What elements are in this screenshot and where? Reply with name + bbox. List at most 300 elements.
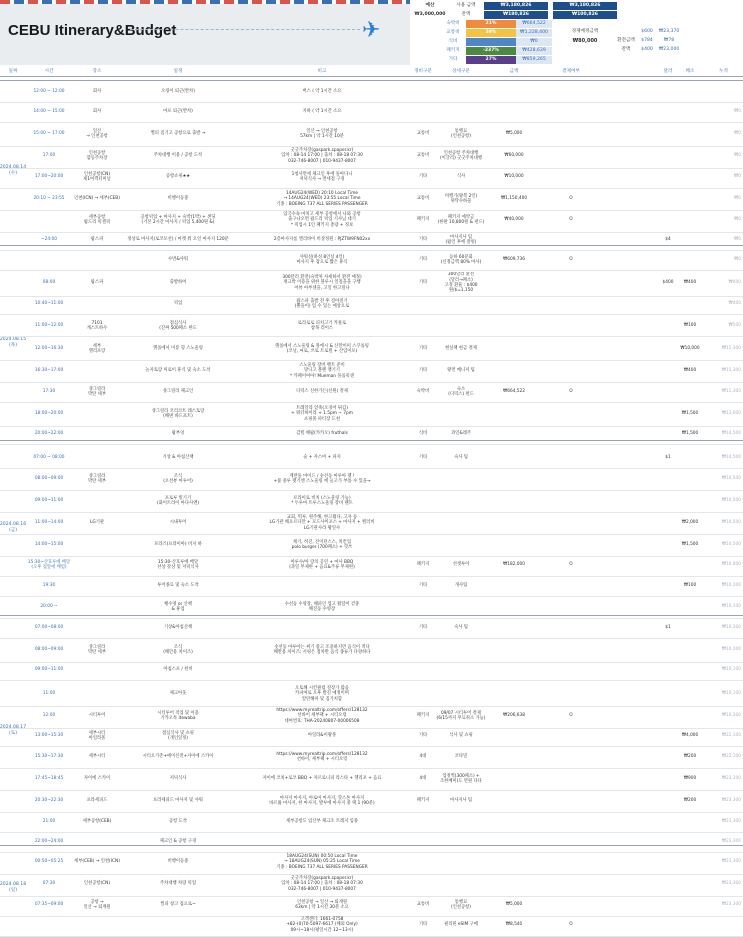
note-cell: 감빌 해팝(카카오) fruthals xyxy=(296,431,348,437)
cumulative-cell: ₩10,100 xyxy=(721,647,741,653)
detail-cell: 코타밀 xyxy=(454,754,468,760)
amount-cell: ₩609,736 xyxy=(502,257,526,263)
budget-category-amount: ₩0 xyxy=(516,38,552,46)
cumulative-cell: ₩14,500 xyxy=(721,498,741,504)
paid-cell: O xyxy=(569,389,573,395)
place-cell: 세부시티 xyxy=(88,754,106,760)
budget-value: ₩3,000,000 xyxy=(414,12,446,18)
time-cell: 12:00~16:30 xyxy=(34,346,64,352)
amount-cell: ₩10,000 xyxy=(504,174,524,180)
row-divider xyxy=(0,680,743,681)
place-cell: 샹그릴라 막탄 세부 xyxy=(88,473,106,484)
detail-cell: 필리핀 eSIM 구매 xyxy=(444,922,478,928)
peso-cell: ₩1,500 xyxy=(681,542,699,548)
row-divider xyxy=(0,102,743,103)
table-row xyxy=(0,252,743,268)
note-cell: 일산 → 인천공항 57km | 약 1시간 10분 xyxy=(300,128,344,139)
time-cell: 21:00 xyxy=(42,819,56,825)
plan-cell: 체크인 & 공항 구경 xyxy=(159,839,197,845)
used-value: ₩3,180,826 xyxy=(484,2,548,10)
category-cell: 교통비 xyxy=(416,131,430,137)
plan-cell: 포로루 빌기기 (화이트라이 마다사엔) xyxy=(156,495,200,506)
row-divider xyxy=(0,534,743,535)
cumulative-cell: ₩11,300 xyxy=(721,389,741,395)
place-cell: 일산 → 인천공항 xyxy=(86,128,108,139)
date-label: 2024.08.14 (수) xyxy=(0,164,27,176)
total-used-value: ₩3,180,826 xyxy=(553,2,617,10)
dollar-cell: $400 xyxy=(662,280,674,286)
column-header: 경비구분 xyxy=(414,69,432,74)
time-cell: 07:35~09:00 xyxy=(34,902,64,908)
cumulative-cell: ₩11,300 xyxy=(721,368,741,374)
plan-cell: 비행이동중 xyxy=(167,859,189,865)
budget-category-name: 식비 xyxy=(448,39,458,45)
row-divider xyxy=(0,812,743,813)
plan-cell: 주차대행 이용 / 공항 도착 xyxy=(153,153,203,159)
cumulative-cell: ₩10,100 xyxy=(721,691,741,697)
date-label: 2024.08.17 (토) xyxy=(0,724,27,736)
table-row xyxy=(0,852,743,872)
budget-category-name: 기타 xyxy=(448,57,458,63)
note-cell: 굿굿주차장(gaspark.spaper.kr) 입차 : 08-14 17:00 | 출차 : 08-18 07:30 032-746-8007 | 010-9437-8007 xyxy=(281,148,363,164)
fx-dollar: $784 xyxy=(641,38,653,44)
place-cell: 시티투어 xyxy=(88,713,106,719)
budget-label: 예산 xyxy=(425,3,435,9)
note-cell: 로라로로 피치고기 카폴로 참목 러이스 xyxy=(297,320,347,331)
plan-cell: 픽업 xyxy=(173,301,183,307)
place-cell: 공항 → 일산 → 퇴계원 xyxy=(83,899,111,910)
time-cell: 09:00~11:00 xyxy=(34,498,64,504)
row-divider xyxy=(0,746,743,747)
table-row xyxy=(0,536,743,554)
detail-cell: 통행료 (인천공항) xyxy=(451,899,471,910)
settle-value: ₩80,000 xyxy=(572,38,598,45)
cumulative-cell: ₩10,100 xyxy=(721,667,741,673)
cumulative-cell: ₩0 xyxy=(734,153,741,159)
row-divider xyxy=(0,468,743,469)
plan-cell: 공항 도착 xyxy=(169,819,187,825)
column-header: 금액 xyxy=(509,69,519,74)
cumulative-cell: ₩22,100 xyxy=(721,754,741,760)
cumulative-cell: ₩0 xyxy=(734,174,741,180)
row-divider xyxy=(0,360,743,361)
category-cell: 패키지 xyxy=(416,217,430,223)
time-cell: 20:00 ~ xyxy=(40,604,58,610)
place-cell: 팝스파 xyxy=(90,280,104,286)
table-row xyxy=(0,874,743,894)
table-row xyxy=(0,362,743,380)
table-row xyxy=(0,598,743,616)
cumulative-cell: ₩400 xyxy=(728,301,741,307)
column-header: 페소 xyxy=(685,69,695,74)
note-cell: 세부공항도 입산부 체크조 트레지 임종 xyxy=(286,819,358,825)
row-divider xyxy=(0,382,743,383)
plan-cell: 시티투어 직업 및 이용 기카오톡 itewaba xyxy=(157,710,199,721)
column-header: 누적 xyxy=(719,69,728,74)
plan-cell: 시내투어 xyxy=(169,520,187,526)
total-remaining-value: ₩100,826 xyxy=(553,11,617,19)
detail-cell: 동하 60분회 (신정금액 80% 마사) xyxy=(440,254,482,265)
cumulative-cell: ₩10,100 xyxy=(721,625,741,631)
budget-category-name: 패키지 xyxy=(446,48,460,54)
plan-cell: 마포 퇴근(반차) xyxy=(163,109,193,115)
column-header: 상세구분 xyxy=(452,69,470,74)
place-cell: 프라세피드 xyxy=(86,798,108,804)
time-cell: 09:00~11:00 xyxy=(34,667,64,673)
plan-cell: 저녁식사 xyxy=(169,776,187,782)
place-cell: 샹그릴라 막탄 세부 xyxy=(88,644,106,655)
note-cell: 마사지 마사지, 아로마 마사지, 핫스톤 마사지 바르룹 마사지, 한 마사지, 발루에 마사지 중 택 1 (90분) xyxy=(269,795,375,806)
plan-cell: 찔피 창고 집으로~ xyxy=(160,902,196,908)
time-cell: 08:00~09:00 xyxy=(34,647,64,653)
table-row xyxy=(0,168,743,186)
time-cell: 20:00~22:00 xyxy=(34,431,64,437)
table-row xyxy=(0,104,743,120)
detail-cell: 식사 및 쇼핑 xyxy=(449,733,473,739)
date-label: 2024.08.16 (금) xyxy=(0,522,27,533)
note-cell: 인천공항 → 일산 → 퇴계원 63km | 약 1시간 30분 소요 xyxy=(295,899,349,910)
detail-cell: 마사지사 팁 xyxy=(449,798,473,804)
title-banner xyxy=(0,0,410,65)
paid-cell: O xyxy=(569,562,573,568)
amount-cell: ₩60,000 xyxy=(504,153,524,159)
dollar-cell: $1 xyxy=(665,455,671,461)
row-divider xyxy=(0,188,743,189)
category-cell: 패키지 xyxy=(416,798,430,804)
cumulative-cell: ₩500 xyxy=(728,323,741,329)
note-cell: 교회, 떡루, 원주해, 한고월다, 고자 등 LG기관 해요르다만 + 모드샤이포스 + 마사지 + 밸러비 LG기관사라 황연사 xyxy=(269,515,375,531)
table-row xyxy=(0,450,743,466)
detail-cell: 비행기(왕복 2인) 위탁수하물 xyxy=(444,193,478,204)
row-divider xyxy=(0,638,743,639)
category-cell: 교통비 xyxy=(416,153,430,159)
peso-cell: ₩400 xyxy=(683,280,697,286)
detail-cell: 300달러 환전 (달러→페소) 고정 환율 : $400원/$=1,150 xyxy=(444,272,478,294)
row-divider xyxy=(0,122,743,123)
budget-category-amount: ₩428,639 xyxy=(516,47,552,55)
note-cell: 14AUG24(WED) 20:10 Local Time → 14AUG24(WED) 23:55 Local Time 기종 : BOEING 737 ALL SERIES PASSENGER xyxy=(276,191,368,207)
time-cell: 18:00~20:00 xyxy=(34,411,64,417)
time-cell: 07:00 ~ 08:00 xyxy=(33,455,65,461)
peso-cell: ₩100 xyxy=(683,583,697,589)
cumulative-cell: ₩22,100 xyxy=(721,733,741,739)
peso-cell: ₩2,000 xyxy=(681,520,699,526)
plan-cell: 팝부엉 xyxy=(171,431,185,437)
category-cell: 패키지 xyxy=(416,562,430,568)
row-divider xyxy=(0,576,743,577)
note-cell: 고객센터: 1661-0758 +82-(0)70-5097-6617 (해외 Only) 09시~18시(평일시간 12~13시) xyxy=(286,917,358,933)
detail-cell: 숙소 (디럭스) 펀드 xyxy=(448,386,474,397)
plan-cell: 공항픽업 + 마사지 + 숙박(1박) + 센딩 (기본 2시간 마사지 / 픽업 5,400원 &) xyxy=(140,214,216,225)
place-cell: 인천(ICN) → 세부(CEB) xyxy=(74,196,120,202)
date-label: 2024.08.18 (일) xyxy=(0,881,27,893)
table-row xyxy=(0,296,743,312)
detail-cell: 왕먼 매니저 팁 xyxy=(447,368,475,374)
cumulative-cell: ₩0 xyxy=(734,237,741,243)
note-cell: 포라이로 비치 (스노울링 가능) * 두루마 트루스노울링 장비 렌트 xyxy=(291,495,353,506)
fx-won: ₩23,000 xyxy=(658,47,680,53)
row-divider xyxy=(0,314,743,315)
page-title: CEBU Itinerary&Budget xyxy=(8,22,177,39)
note-cell: 샤워실(하성 8인실 4인) 마사지 후 잠으로 짧은 휴식 xyxy=(296,254,348,265)
plan-cell: 쩔피 짐기고 공항으로 출발 → xyxy=(150,131,206,137)
category-cell: 기타 xyxy=(418,237,428,243)
row-divider xyxy=(0,336,743,337)
header-rule xyxy=(0,76,743,77)
detail-cell: 패키지 예약금 (한판 10,800원 & 펀드) xyxy=(437,214,485,225)
paid-cell: O xyxy=(569,713,573,719)
category-cell: 패키지 xyxy=(416,713,430,719)
note-cell: 헬롤에서 스노울링 & 볼에시 & 산만이미 스쿠롤링 (코닐, 씨로, 쓰로 트로빌 + 산입미포) xyxy=(275,343,369,354)
place-cell: 인천공항 합동주차장 xyxy=(86,150,108,161)
cumulative-cell: ₩10,100 xyxy=(721,583,741,589)
peso-cell: ₩100 xyxy=(683,323,697,329)
budget-category-amount: ₩859,265 xyxy=(516,56,552,64)
plan-cell: 샹그릴라 코리코트 레스토랑 (해변 바드프트) xyxy=(151,408,205,419)
amount-cell: ₩8,540 xyxy=(505,922,523,928)
row-divider xyxy=(0,444,743,445)
dollar-cell: $4 xyxy=(665,237,671,243)
table-row xyxy=(0,272,743,294)
paid-cell: O xyxy=(569,217,573,223)
plan-cell: 공항쇼핑★★ xyxy=(165,174,191,180)
table-row xyxy=(0,916,743,934)
detail-cell: 현실책 현금 결제 xyxy=(445,346,477,352)
detail-cell: 과일&레주 xyxy=(451,431,471,437)
place-cell: 세부시티 아일라몰 xyxy=(88,730,106,741)
cumulative-cell: ₩0 xyxy=(734,131,741,137)
budget-category-amount: ₩1,228,400 xyxy=(516,29,552,37)
place-cell: 샹그릴라 막탄 세부 xyxy=(88,386,106,397)
cumulative-cell: ₩14,500 xyxy=(721,476,741,482)
category-cell: 기타 xyxy=(418,280,428,286)
plan-cell: 기상&아침산책 xyxy=(163,625,193,631)
note-cell: 18AUG24(SUN) 00:50 Local Time → 18AUG24(SUN) 05:25 Local Time 기종 : BOEING 737 ALL SERIES PASSENGER xyxy=(276,854,368,870)
row-divider xyxy=(0,618,743,619)
amount-cell: ₩5,000 xyxy=(505,131,523,137)
plan-cell: 오링이 퇴근(반차) xyxy=(161,89,195,95)
note-cell: 스노울링 장비 렌트 준비 망니고 볼렌 챙기기 * 카페이여아! Mueman 플롤픽센 xyxy=(290,363,354,379)
note-cell: 300달러 환전(숙박처 사세하서 환전 예정) 재크박 이용을 위한 블루시 일질을을 구행 어뷰 아부센을, 고일 한고릴다 xyxy=(282,275,362,291)
table-row xyxy=(0,834,743,850)
table-row xyxy=(0,384,743,400)
budget-category-pct xyxy=(466,38,516,46)
table-row xyxy=(0,318,743,334)
plan-cell: 쌩수영 or 산책 & 휴업 xyxy=(164,601,192,612)
time-cell: 20:10 ~ 23:55 xyxy=(33,196,65,202)
category-cell: 기타 xyxy=(418,455,428,461)
cumulative-cell: ₩13,000 xyxy=(721,411,741,417)
fx-label-balance: 잔액 xyxy=(621,47,631,53)
time-cell: 07:30 xyxy=(42,881,56,887)
fx-label-exchanged: 환전금액 xyxy=(617,38,635,44)
budget-category-pct: -237% xyxy=(466,47,516,55)
table-row xyxy=(0,578,743,594)
fx-won: ₩78 xyxy=(663,38,675,44)
cumulative-cell: ₩14,500 xyxy=(721,542,741,548)
plan-cell: 주차대행 차량 픽업 xyxy=(160,881,196,887)
note-cell: https://www.myrealtrip.com/offers/128132 션바이, 세부팩 + 시티오렁 xyxy=(276,751,368,762)
paid-cell: O xyxy=(569,257,573,263)
table-row xyxy=(0,792,743,810)
category-cell: 기타 xyxy=(418,583,428,589)
column-header: 결제여부 xyxy=(562,69,580,74)
plan-cell: 비행이동중 xyxy=(167,196,189,202)
airplane-icon: ✈ xyxy=(362,18,381,43)
plan-cell: 샹그릴라 체크인 xyxy=(162,389,194,395)
detail-cell: 개사팁 xyxy=(454,583,468,589)
peso-cell: ₩400 xyxy=(683,368,697,374)
note-cell: https://www.myrealtrip.com/offers/128132 션바이 세부팩 + 시티오렁 대여번호: THA-20240807-00006508 xyxy=(276,708,368,724)
cumulative-cell: ₩0 xyxy=(734,196,741,202)
amount-cell: ₩664,522 xyxy=(502,389,526,395)
time-cell: 17:30 xyxy=(42,389,56,395)
cumulative-cell: ₩23,100 xyxy=(721,776,741,782)
table-row xyxy=(0,426,743,442)
place-cell: 인천공항(CN) xyxy=(83,881,111,887)
note-cell: 지하 ( 약 1시간 소요 xyxy=(302,109,342,115)
remaining-value: ₩180,826 xyxy=(484,11,548,19)
note-cell: 입국수속 마치고 세부 공항에서 나와 공항 출구나오면 팝드리 픽업 기사님 대기 * 픽업시 1인 패키지 총량 + 정보 xyxy=(283,212,361,228)
place-cell: 세부공항(CEB) xyxy=(82,819,112,825)
cumulative-cell: ₩0 xyxy=(734,109,741,115)
cumulative-cell: ₩23,300 xyxy=(721,798,741,804)
table-row xyxy=(0,146,743,166)
note-cell: 술 + 자스마 + 파지 xyxy=(303,455,341,461)
place-cell: 7101 게스트하우 xyxy=(86,320,108,331)
row-divider xyxy=(0,490,743,491)
time-cell: 14:00 ~ 15:00 xyxy=(33,109,65,115)
time-cell: 12:00 ~ 12:00 xyxy=(33,89,65,95)
peso-cell: ₩4,000 xyxy=(681,733,699,739)
row-divider xyxy=(0,790,743,791)
note-cell: 팝스파 출발 전 후 짐아질기 (뿔돌이) 엄 수 있는 예상으로 xyxy=(294,298,350,309)
column-header: 일정 xyxy=(173,69,183,74)
time-cell: 20:30~22:30 xyxy=(34,798,64,804)
time-cell: 11:00 xyxy=(42,691,56,697)
place-cell: 세부(CEB) → 인천(ICN) xyxy=(74,859,120,865)
place-cell: 인천공항(CN) 제1여객터미널 xyxy=(83,171,111,182)
detail-cell: 선셋투어 xyxy=(452,562,470,568)
budget-category-amount: ₩664,522 xyxy=(516,20,552,28)
table-row xyxy=(0,514,743,532)
fx-dollar: $600 xyxy=(641,29,653,35)
place-cell: 세부공항 팝드리 픽셀픽 xyxy=(83,214,111,225)
paid-cell: O xyxy=(569,922,573,928)
note-cell: 아일라&이왕몰 xyxy=(307,733,337,739)
cumulative-cell: ₩14,500 xyxy=(721,455,741,461)
detail-cell: 숙사 팁 xyxy=(454,625,468,631)
cumulative-cell: ₩23,300 xyxy=(721,839,741,845)
note-cell: 숫선동 마루아는 써기 좋고 조용하지만 음식이 적다 해반용 차이즈: 서핑은 점차반 음식 종류가 다양하다 xyxy=(273,644,371,655)
category-cell: 4대 xyxy=(419,776,427,782)
category-cell: 기타 xyxy=(418,625,428,631)
time-cell: 14:00~15:00 xyxy=(34,542,64,548)
plan-cell: 조식 (오션뷰 마루어) xyxy=(163,473,193,484)
time-cell: 15:30~산호루에 배달 (오후 집앞에 배렴) xyxy=(27,559,71,570)
time-cell: 12:00 xyxy=(42,713,56,719)
place-cell: 세부 헬리포랑 xyxy=(88,343,106,354)
time-cell: 08:00 xyxy=(42,280,56,286)
row-divider xyxy=(0,832,743,833)
column-header: 비고 xyxy=(317,69,327,74)
cumulative-cell: ₩14,500 xyxy=(721,431,741,437)
table-row xyxy=(0,210,743,230)
row-divider xyxy=(0,596,743,597)
peso-cell: ₩10,000 xyxy=(680,346,700,352)
fx-dollar: $400 xyxy=(641,47,653,53)
amount-cell: ₩182,000 xyxy=(502,562,526,568)
cumulative-cell: ₩14,500 xyxy=(721,520,741,526)
row-divider xyxy=(0,402,743,403)
category-cell: 기타 xyxy=(418,922,428,928)
plan-cell: 15:30-산호루에 배달 선상 강상 및 저녁식사 xyxy=(157,559,199,570)
cumulative-cell: ₩11,300 xyxy=(721,346,741,352)
plan-cell: 점심식사 및 쇼핑 (개인일정) xyxy=(162,730,194,741)
paid-cell: O xyxy=(569,196,573,202)
peso-cell: ₩200 xyxy=(683,754,697,760)
budget-category-name: 숙박비 xyxy=(446,21,460,27)
time-cell: 07:00~08:00 xyxy=(34,625,64,631)
table-row xyxy=(0,84,743,100)
table-row xyxy=(0,748,743,766)
amount-cell: ₩206,638 xyxy=(502,713,526,719)
table-row xyxy=(0,340,743,358)
column-header: 장소 xyxy=(92,69,102,74)
cumulative-cell: ₩0 xyxy=(734,217,741,223)
plan-cell: 포라즈(프라미아) 비지 하 xyxy=(154,542,202,548)
amount-cell: ₩1,150,400 xyxy=(500,196,528,202)
cumulative-cell: ₩23,300 xyxy=(721,902,741,908)
table-row xyxy=(0,814,743,830)
cumulative-cell: ₩0 xyxy=(734,257,741,263)
note-cell: 2층마사지룸 엘리바이 비상정원 : PJZTW9FN02xx xyxy=(273,237,371,243)
plan-cell: 조식 (해안용 차이즈) xyxy=(163,644,193,655)
category-cell: 기타 xyxy=(418,733,428,739)
place-cell: 자이에 스카이 xyxy=(83,776,111,782)
column-header: 일짜 xyxy=(8,69,18,74)
category-cell: 기타 xyxy=(418,174,428,180)
time-cell: ~24:00 xyxy=(41,237,57,243)
date-label: 2024.08.15 (목) xyxy=(0,337,27,348)
detail-cell: 업정쩍(300페소) + 조한배미(도 만원 다다 xyxy=(440,773,482,784)
peso-cell: ₩1,500 xyxy=(681,411,699,417)
table-row xyxy=(0,404,743,424)
plan-cell: 시티오가존+애이신전+자이에 스카이 xyxy=(142,754,214,760)
row-divider xyxy=(0,512,743,513)
column-header: 시간 xyxy=(44,69,54,74)
note-cell: 굿굿주차장(gaspark.spaper.kr) 입차 : 08-14 17:00 | 출차 : 08-18 07:30 032-746-8007 | 010-9437-8007 xyxy=(281,876,363,892)
detail-cell: 09/07 시티투어 결제 (6/15까지 무료취소 가능) xyxy=(436,710,486,721)
place-cell: LG기관 xyxy=(89,520,105,526)
budget-category-pct: 39% xyxy=(466,29,516,37)
row-divider xyxy=(0,250,743,251)
note-cell: 오토해 시킨클럽 질장가 많음 카파여로 오후 발길 예정이며 앞던해미 및 짐가치함 xyxy=(295,686,349,702)
category-cell: 4대 xyxy=(419,754,427,760)
budget-category-pct: 27% xyxy=(466,56,516,64)
table-row xyxy=(0,896,743,914)
time-cell: 19:30 xyxy=(42,583,56,589)
time-cell: 11:00~14:00 xyxy=(34,520,64,526)
budget-category-name: 교통비 xyxy=(446,30,460,36)
category-cell: 숙박비 xyxy=(416,389,430,395)
row-divider xyxy=(0,270,743,271)
detail-cell: 통행료 (인천공항) xyxy=(451,128,471,139)
note-cell: 1청사면세 체크인 후에 돌아다니 저녁식사 → 면세점 구경 xyxy=(291,171,353,182)
amount-cell: ₩40,000 xyxy=(504,217,524,223)
note-cell: 자이에 코치+로코 BBQ + 자르로니피 라스타 + 헬리포 + 음료 xyxy=(262,776,382,782)
category-cell: 기타 xyxy=(418,257,428,263)
